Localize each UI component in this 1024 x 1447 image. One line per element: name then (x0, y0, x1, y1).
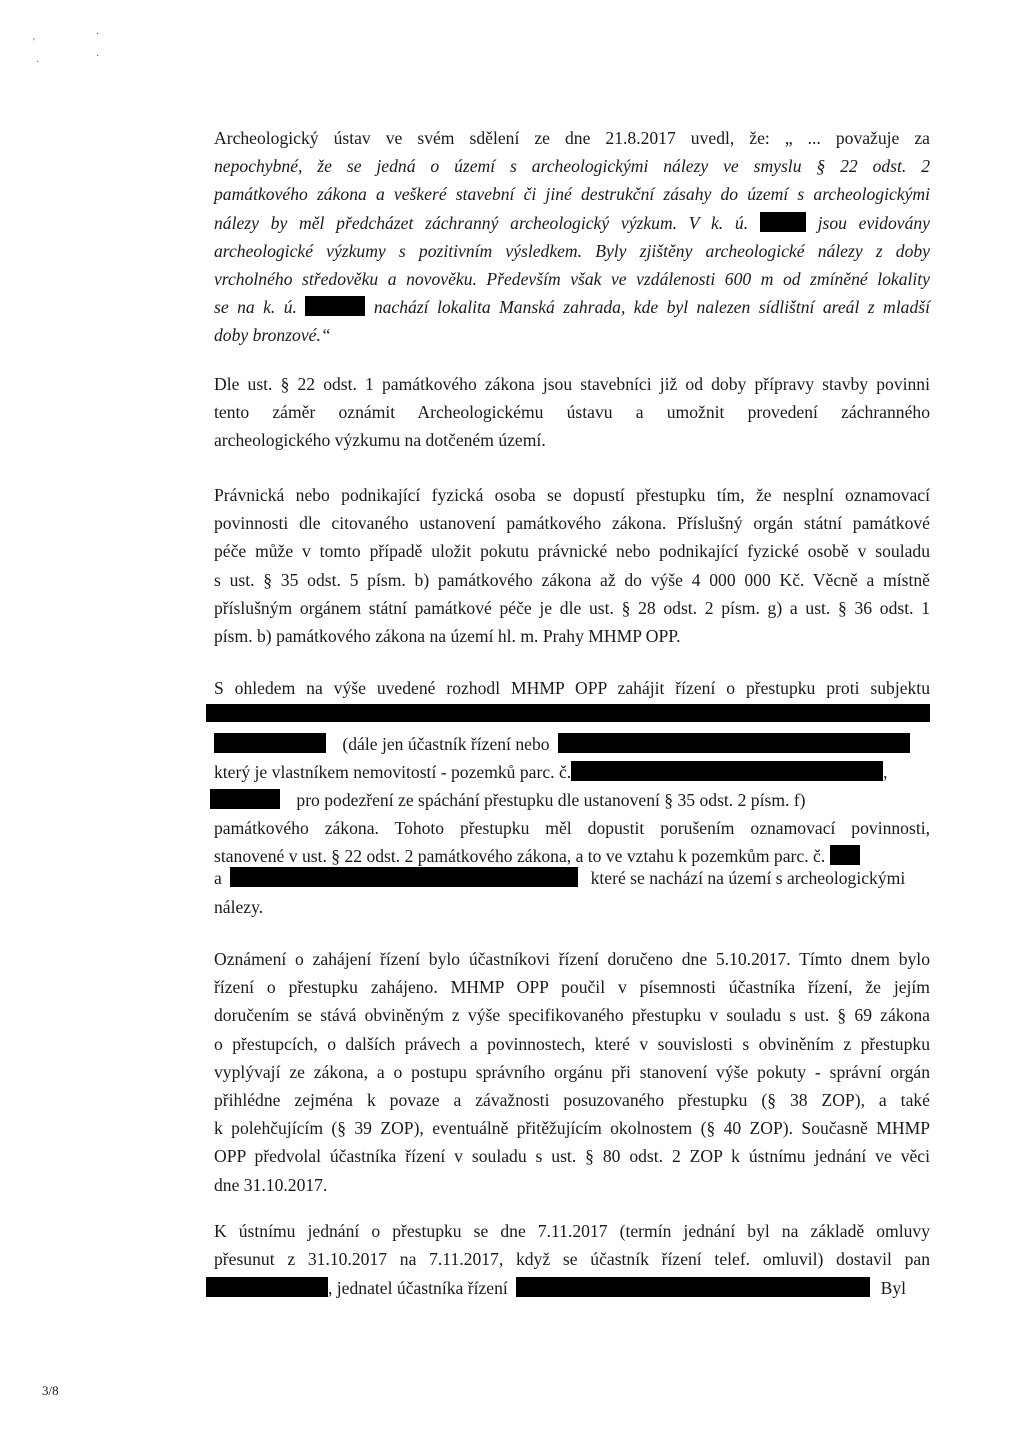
text-line: řízení o přestupku zahájeno. MHMP OPP poučil v písemnosti účastníka řízení, že jejím (214, 977, 930, 998)
redaction-bar (305, 296, 365, 316)
text-line: vrcholného středověku a novověku. Především však ve vzdálenosti 600 m od zmíněné lokality (214, 269, 930, 290)
text-line: písm. b) památkového zákona na území hl. m. Prahy MHMP OPP. (214, 626, 681, 647)
redaction-bar (206, 704, 930, 722)
redaction-bar (214, 733, 326, 753)
paragraph-proceedings-notice (214, 945, 930, 1199)
text-line: tento záměr oznámit Archeologickému ústavu a umožnit provedení záchranného (214, 402, 930, 423)
text-line: přihlédne zejména k povaze a závažnosti posuzovaného přestupku (§ 38 ZOP), a také (214, 1090, 930, 1111)
text-line: památkového zákona. Tohoto přestupku měl dopustit porušením oznamovací povinnosti, (214, 818, 930, 838)
paragraph-legal-basis (214, 370, 930, 455)
redaction-bar (206, 1277, 328, 1297)
text-line: (dále jen účastník řízení nebo (214, 730, 930, 758)
redaction-bar (516, 1277, 870, 1297)
text-line: o přestupcích, o dalších právech a povinnostech, které v souvislosti s obviněním z přestupku (214, 1033, 930, 1054)
redaction-bar (760, 212, 806, 232)
redaction-bar (558, 733, 910, 753)
text-line: stanovené v ust. § 22 odst. 2 památkového zákona, a to ve vztahu k pozemkům parc. č. (214, 842, 930, 870)
text-line: povinnosti dle citovaného ustanovení památkového zákona. Příslušný orgán státní památkové (214, 513, 930, 534)
text-line: Právnická nebo podnikající fyzická osoba se dopustí přestupku tím, že nesplní oznamovací (214, 485, 930, 505)
text-line: přesunut z 31.10.2017 na 7.11.2017, když se účastník řízení telef. omluvil) dostavil pan (214, 1249, 930, 1270)
redaction-bar (210, 789, 280, 809)
text-line: K ústnímu jednání o přestupku se dne 7.11.2017 (termín jednání byl na základě omluvy (214, 1221, 930, 1241)
text-line: OPP předvolal účastníka řízení v souladu s ust. § 80 odst. 2 ZOP k ústnímu jednání ve věci (214, 1146, 930, 1167)
text-line: péče může v tomto případě uložit pokutu právnické nebo podnikající fyzické osobě v souladu (214, 541, 930, 562)
text-line: památkového zákona a veškeré stavební či jiné destrukční zásahy do území s archeologickými (214, 184, 930, 205)
text-line: doručením se stává obviněným z výše specifikovaného přestupku v souladu s ust. § 69 zákona (214, 1005, 930, 1026)
paragraph-oral-hearing (214, 1217, 930, 1273)
text-line: se na k. ú. nachází lokalita Manská zahrada, kde byl nalezen sídlištní areál z mladší (214, 297, 930, 318)
text-line: S ohledem na výše uvedené rozhodl MHMP OPP zahájit řízení o přestupku proti subjektu (214, 678, 930, 698)
page-number: 3/8 (42, 1383, 59, 1398)
text-line: archeologického výzkumu na dotčeném území. (214, 430, 546, 451)
text-line: nálezy by měl předcházet záchranný archeologický výzkum. V k. ú. jsou evidovány (214, 212, 930, 233)
text-line: vyplývají ze zákona, a o postupu správního orgánu při stanovení výše pokuty - správní orgán (214, 1061, 930, 1082)
text-line: Dle ust. § 22 odst. 1 památkového zákona jsou stavebníci již od doby přípravy stavby povinni (214, 374, 930, 394)
redaction-bar (830, 845, 860, 865)
text-line: Oznámení o zahájení řízení bylo účastníkovi řízení doručeno dne 5.10.2017. Tímto dnem bylo (214, 949, 930, 969)
text-line: který je vlastníkem nemovitostí - pozemků parc. č. , (214, 762, 888, 782)
text-line: pro podezření ze spáchání přestupku dle ustanovení § 35 odst. 2 písm. f) (214, 786, 930, 814)
text-line: k polehčujícím (§ 39 ZOP), eventuálně přitěžujícím okolnostem (§ 40 ZOP). Současně MHMP (214, 1118, 930, 1139)
text-line: a které se nachází na území s archeologickými (214, 868, 906, 888)
text-line: Archeologický ústav ve svém sdělení ze dne 21.8.2017 uvedl, že: „ ... považuje za (214, 128, 930, 148)
redaction-bar (571, 761, 883, 781)
text-line: nálezy. (214, 897, 264, 917)
text-line: archeologické výzkumy s pozitivním výsledkem. Byly zjištěny archeologické nálezy z doby (214, 240, 930, 261)
redaction-bar (230, 867, 578, 887)
scan-speck: · (36, 57, 40, 68)
text-line: dne 31.10.2017. (214, 1174, 328, 1195)
scan-speck: ' (33, 37, 35, 48)
text-line: doby bronzové.“ (214, 325, 331, 346)
text-line: s ust. § 35 odst. 5 písm. b) památkového zákona až do výše 4 000 000 Kč. Věcně a místně (214, 569, 930, 590)
paragraph-offence-definition (214, 481, 930, 650)
text-line: , jednatel účastníka řízení Byl (214, 1274, 930, 1302)
paragraph-archeology-statement (214, 124, 930, 350)
text-line: nepochybné, že se jedná o území s archeologickými nálezy ve smyslu § 22 odst. 2 (214, 156, 930, 177)
scan-speck: · (96, 51, 100, 62)
text-line: příslušným orgánem státní památkové péče je dle ust. § 28 odst. 2 písm. g) a ust. § 36 odst. 1 (214, 597, 930, 618)
scan-speck: · (96, 29, 100, 40)
